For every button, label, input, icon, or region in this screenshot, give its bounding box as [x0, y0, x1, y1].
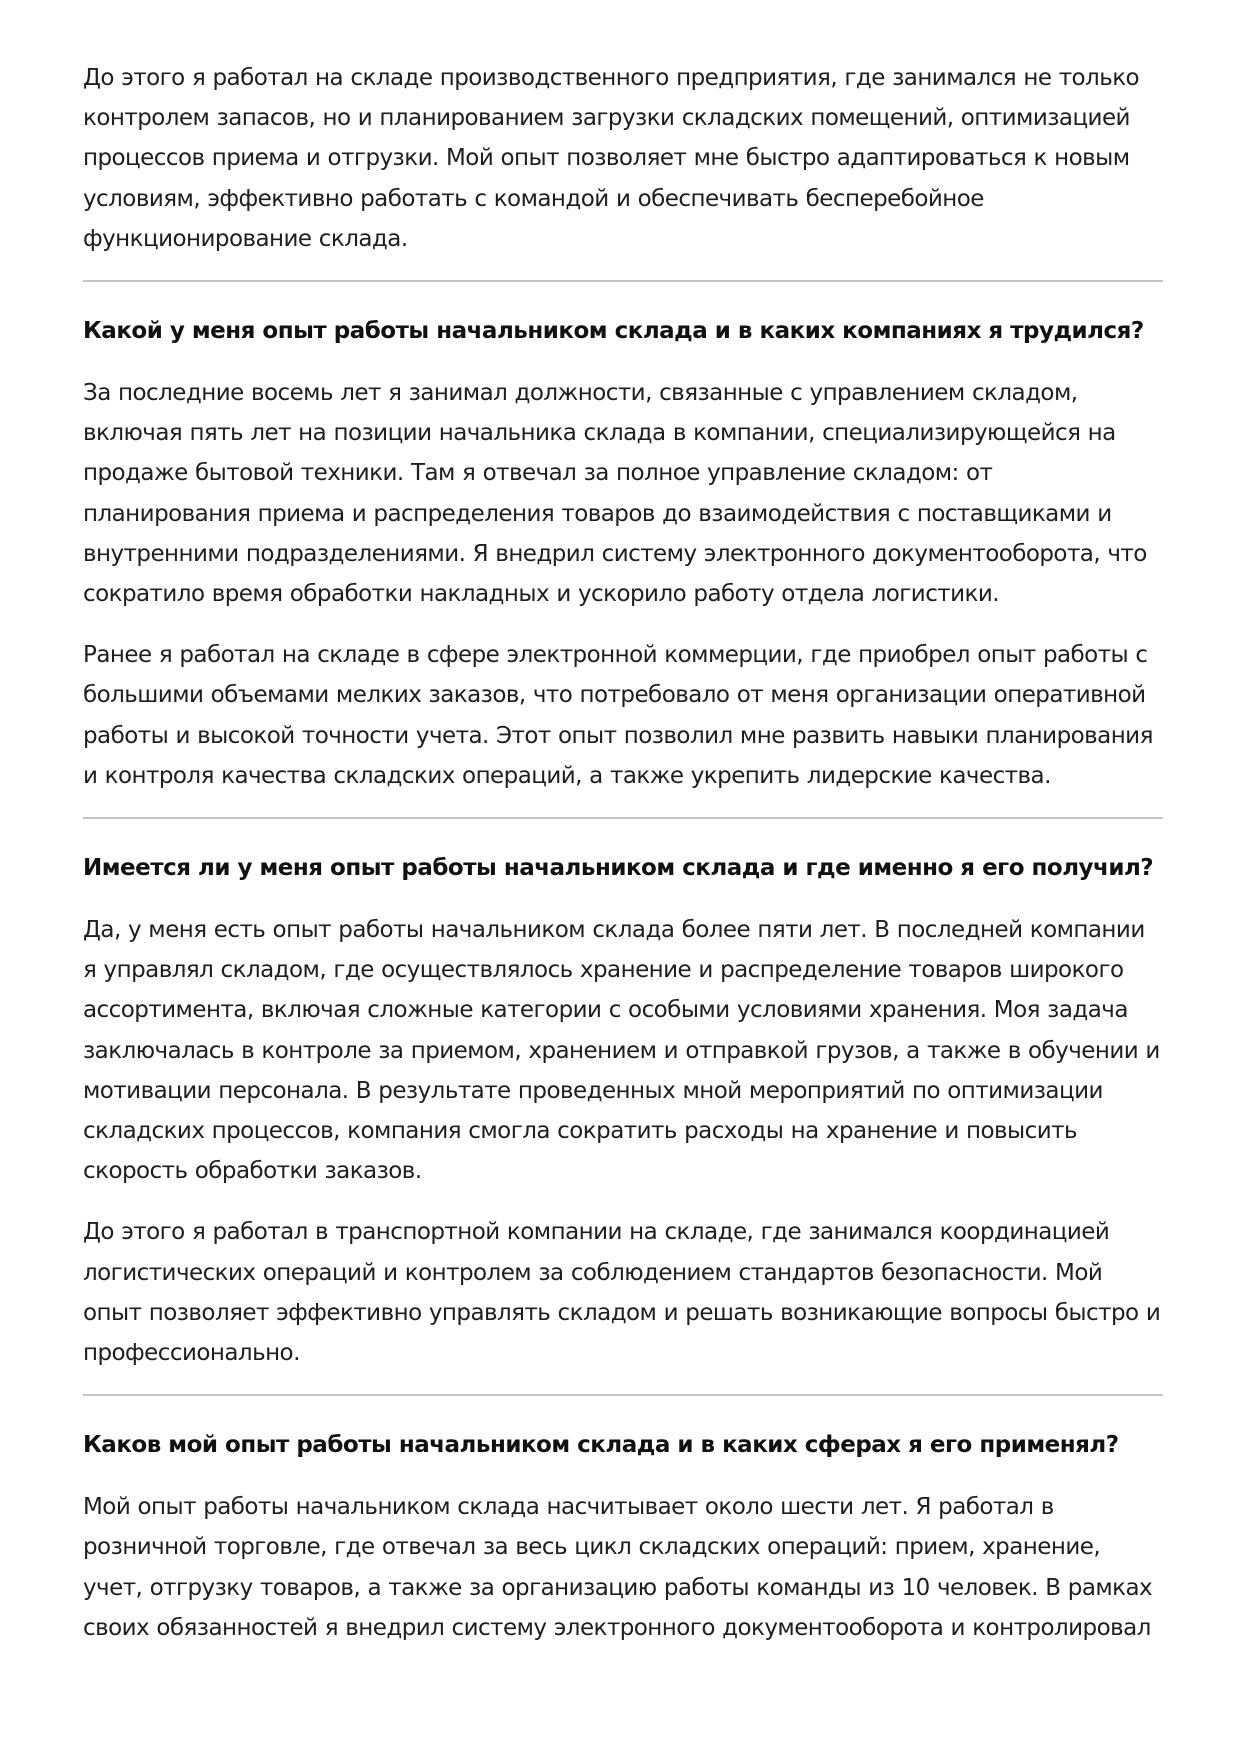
section-paragraph: До этого я работал в транспортной компании на складе, где занимался координацией логистических операций и контролем за соблюдением стандартов безопасности. Мой опыт позволяет эффективно управлять складом и решать возникающие вопросы быстро и профессионально.: [83, 1219, 1161, 1367]
qa-section-1: [83, 282, 1163, 796]
section-paragraph: Ранее я работал на складе в сфере электронной коммерции, где приобрел опыт работы с большими объемами мелких заказов, что потребовало от меня организации оперативной работы и высокой точности учета. Этот опыт позволил мне развить навыки планирования и контроля качества складских операций, а также укрепить лидерские качества.: [83, 642, 1153, 789]
section-question: Какой у меня опыт работы начальником склада и в каких компаниях я трудился?: [83, 318, 1144, 345]
section-paragraph: Да, у меня есть опыт работы начальником склада более пяти лет. В последней компании я управлял складом, где осуществлялось хранение и распределение товаров широкого ассортимента, включая сложные категории с особыми условиями хранения. Моя задача заключалась в контроле за приемом, хранением и отправкой грузов, а также в обучении и мотивации персонала. В результате проведенных мной мероприятий по оптимизации складских процессов, компания смогла сократить расходы на хранение и повысить скорость обработки заказов.: [83, 917, 1160, 1185]
qa-section-3: [83, 1396, 1163, 1648]
section-paragraph: Мой опыт работы начальником склада насчитывает около шести лет. Я работал в розничной торговле, где отвечал за весь цикл складских операций: прием, хранение, учет, отгрузку товаров, а также за организацию работы команды из 10 человек. В рамках своих обязанностей я внедрил систему электронного документооборота и контролировал: [83, 1494, 1153, 1641]
section-paragraph: За последние восемь лет я занимал должности, связанные с управлением складом, включая пять лет на позиции начальника склада в компании, специализирующейся на продаже бытовой техники. Там я отвечал за полное управление складом: от планирования приема и распределения товаров до взаимодействия с поставщиками и внутренними подразделениями. Я внедрил систему электронного документооборота, что сократило время обработки накладных и ускорило работу отдела логистики.: [83, 380, 1147, 608]
section-question: Имеется ли у меня опыт работы начальником склада и где именно я его получил?: [83, 855, 1154, 882]
intro-paragraph: До этого я работал на складе производственного предприятия, где занимался не только контролем запасов, но и планированием загрузки складских помещений, оптимизацией процессов приема и отгрузки. Мой опыт позволяет мне быстро адаптироваться к новым условиям, эффективно работать с командой и обеспечивать бесперебойное функционирование склада.: [83, 65, 1140, 252]
section-question: Каков мой опыт работы начальником склада и в каких сферах я его применял?: [83, 1432, 1119, 1459]
qa-section-2: [83, 819, 1163, 1373]
document-content: [83, 58, 1163, 1669]
